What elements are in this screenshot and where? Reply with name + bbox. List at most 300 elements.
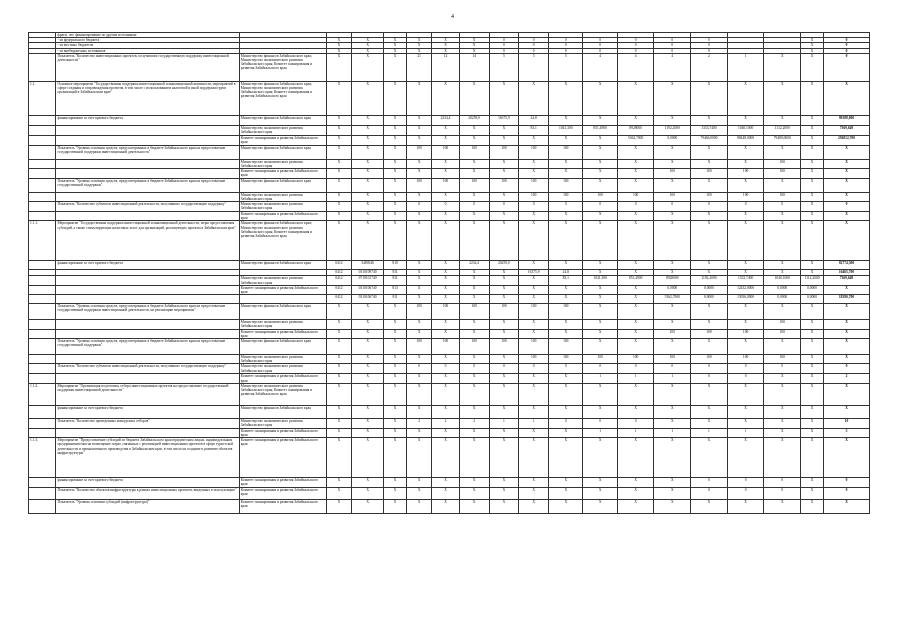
value-cell: X	[617, 438, 654, 478]
executor-cell: Комитет планирования и развития Забайкальского края	[239, 487, 326, 499]
value-cell: X	[326, 339, 351, 355]
row-name-cell: Основное мероприятие "Государственная поддержка инвестиционной и инновационной активности, мероприятий в сфере создания и сопровождения проектов, в том числе с использованием налоговой и иной поддержки групп организаций в Забайкальском крае"	[56, 81, 239, 115]
value-cell: X	[352, 487, 384, 499]
value-cell: X	[727, 418, 764, 428]
value-cell: X	[583, 329, 617, 338]
value-cell: X	[617, 221, 654, 261]
value-cell: 811	[384, 270, 407, 276]
value-cell: X	[727, 212, 764, 221]
value-cell: 100	[583, 192, 617, 201]
row-name-cell: Показатель "Количество инвестиционных проектов, получивших государственную поддержку инвестиционной деятельности"	[56, 53, 239, 81]
value-cell: X	[352, 221, 384, 261]
value-cell: 0	[727, 487, 764, 499]
value-cell: 0710101740	[352, 276, 384, 285]
value-cell: 100	[583, 355, 617, 364]
value-cell: X	[583, 405, 617, 418]
value-cell: 1	[617, 428, 654, 437]
value-cell: X	[549, 405, 583, 418]
value-cell: X	[583, 212, 617, 221]
executor-cell: Министерство экономического развития Забайкальского края	[239, 355, 326, 364]
value-cell: 1	[583, 374, 617, 383]
executor-cell: Министерство финансов Забайкальского края	[239, 261, 326, 270]
value-cell: X	[801, 339, 824, 355]
row-number-cell: 1.1.	[29, 81, 56, 115]
value-cell: 0	[489, 364, 519, 374]
value-cell: 100	[691, 192, 728, 201]
value-cell: X	[617, 285, 654, 294]
value-cell: X	[583, 178, 617, 192]
value-cell: X	[764, 339, 801, 355]
value-cell: X	[519, 499, 549, 513]
value-cell: X	[654, 261, 691, 270]
executor-cell: Комитет планирования и развития Забайкальского края	[239, 329, 326, 338]
value-cell: X	[801, 320, 824, 329]
value-cell: 0	[691, 478, 728, 487]
value-cell: X	[691, 115, 728, 125]
value-cell: X	[727, 339, 764, 355]
value-cell: X	[583, 487, 617, 499]
value-cell: X	[352, 53, 384, 81]
value-cell: X	[654, 383, 691, 405]
value-cell: X	[384, 145, 407, 159]
value-cell: X	[407, 285, 432, 294]
value-cell: 100	[549, 192, 583, 201]
value-cell: X	[727, 405, 764, 418]
executor-cell	[239, 295, 326, 304]
total-cell: 0	[824, 48, 870, 53]
value-cell: X	[326, 53, 351, 81]
value-cell: X	[617, 145, 654, 159]
total-cell: X	[824, 159, 870, 168]
value-cell: 0	[691, 43, 728, 48]
value-cell: X	[384, 339, 407, 355]
value-cell: X	[801, 329, 824, 338]
value-cell: 5362,7000	[617, 135, 654, 145]
value-cell: X	[326, 38, 351, 43]
value-cell: X	[801, 221, 824, 261]
value-cell: X	[691, 145, 728, 159]
value-cell: X	[489, 383, 519, 405]
value-cell: X	[459, 212, 489, 221]
value-cell: X	[352, 374, 384, 383]
row-number-cell	[29, 329, 56, 338]
value-cell: X	[583, 285, 617, 294]
executor-cell: Комитет планирования и развития Забайкальского края	[239, 212, 326, 221]
row-name-cell: Показатель "Уровень освоения средств, предусмотренных в бюджете Забайкальского края на предоставление государственной поддержки инвестиционной деятельности"	[56, 145, 239, 159]
value-cell: 0	[617, 418, 654, 428]
value-cell: X	[326, 438, 351, 478]
value-cell: X	[326, 48, 351, 53]
value-cell: 100	[407, 145, 432, 159]
value-cell: X	[583, 169, 617, 178]
value-cell: X	[727, 115, 764, 125]
value-cell: X	[384, 53, 407, 81]
value-cell: X	[549, 261, 583, 270]
value-cell: X	[489, 221, 519, 261]
value-cell: X	[617, 212, 654, 221]
table-row	[29, 115, 870, 125]
value-cell: X	[549, 81, 583, 115]
value-cell: X	[617, 169, 654, 178]
value-cell: X	[727, 499, 764, 513]
table-row	[29, 499, 870, 513]
value-cell: X	[459, 487, 489, 499]
executor-cell: Министерство финансов Забайкальского края	[239, 405, 326, 418]
value-cell: 0	[654, 38, 691, 43]
row-number-cell	[29, 487, 56, 499]
value-cell: X	[617, 329, 654, 338]
value-cell: 851,4900	[583, 125, 617, 135]
value-cell: X	[384, 487, 407, 499]
value-cell: 0	[617, 364, 654, 374]
value-cell: X	[459, 48, 489, 53]
value-cell: X	[764, 383, 801, 405]
value-cell: 1	[654, 428, 691, 437]
value-cell: X	[801, 270, 824, 276]
row-name-cell: - из внебюджетных источников	[56, 48, 239, 53]
value-cell: X	[691, 159, 728, 168]
value-cell: 813	[384, 285, 407, 294]
value-cell: X	[489, 159, 519, 168]
value-cell: X	[432, 192, 459, 201]
value-cell: X	[432, 43, 459, 48]
value-cell: X	[326, 487, 351, 499]
value-cell: 100	[519, 304, 549, 320]
value-cell: X	[549, 135, 583, 145]
value-cell: X	[459, 329, 489, 338]
row-name-cell	[56, 320, 239, 329]
value-cell: 16375,9	[489, 115, 519, 125]
row-name-cell: Показатель "Количество субъектов инвестиционной деятельности, получивших государственную поддержку"	[56, 364, 239, 374]
value-cell: X	[432, 487, 459, 499]
value-cell: X	[801, 145, 824, 159]
value-cell: 20259,0	[489, 261, 519, 270]
row-number-cell	[29, 428, 56, 437]
value-cell: X	[384, 320, 407, 329]
value-cell: X	[384, 478, 407, 487]
value-cell: X	[691, 405, 728, 418]
value-cell: X	[326, 135, 351, 145]
value-cell: X	[519, 405, 549, 418]
value-cell: X	[459, 478, 489, 487]
value-cell: X	[407, 135, 432, 145]
value-cell: X	[654, 212, 691, 221]
value-cell: X	[691, 304, 728, 320]
value-cell: X	[764, 428, 801, 437]
value-cell: X	[801, 487, 824, 499]
executor-cell: Министерство финансов Забайкальского края; Министерство экономического развития Забайкальского края; Комитет планирования и развития Забайкальского края	[239, 53, 326, 81]
value-cell: X	[519, 212, 549, 221]
value-cell: X	[519, 487, 549, 499]
value-cell: X	[459, 438, 489, 478]
value-cell: 100	[489, 145, 519, 159]
value-cell: X	[352, 320, 384, 329]
value-cell: X	[549, 320, 583, 329]
value-cell: X	[384, 418, 407, 428]
value-cell: X	[519, 81, 549, 115]
value-cell: X	[459, 383, 489, 405]
value-cell: X	[549, 169, 583, 178]
value-cell: X	[617, 178, 654, 192]
value-cell: X	[352, 355, 384, 364]
value-cell: X	[801, 438, 824, 478]
total-cell: 99188,000	[824, 115, 870, 125]
value-cell: 12	[432, 53, 459, 81]
value-cell: 1	[727, 53, 764, 81]
value-cell: 1	[617, 374, 654, 383]
value-cell: 0	[764, 364, 801, 374]
value-cell: X	[459, 169, 489, 178]
value-cell: 100	[459, 339, 489, 355]
table-row	[29, 487, 870, 499]
value-cell: X	[407, 192, 432, 201]
value-cell: X	[617, 270, 654, 276]
value-cell: 83,1	[519, 125, 549, 135]
value-cell: X	[764, 115, 801, 125]
value-cell: X	[384, 192, 407, 201]
value-cell: X	[764, 53, 801, 81]
value-cell: 88448,0000	[727, 135, 764, 145]
value-cell: 4	[654, 53, 691, 81]
value-cell: 100	[764, 355, 801, 364]
value-cell: 100	[407, 178, 432, 192]
value-cell: X	[727, 320, 764, 329]
value-cell: 8928000	[654, 276, 691, 285]
value-cell: 0,0000	[801, 295, 824, 304]
row-number-cell	[29, 261, 56, 270]
row-number-cell	[29, 159, 56, 168]
value-cell: X	[549, 159, 583, 168]
value-cell: 5362,7000	[654, 295, 691, 304]
row-name-cell	[56, 355, 239, 364]
value-cell: X	[617, 115, 654, 125]
value-cell: X	[764, 81, 801, 115]
value-cell: X	[583, 115, 617, 125]
executor-cell: Министерство финансов Забайкальского края	[239, 145, 326, 159]
row-name-cell	[56, 192, 239, 201]
value-cell: X	[384, 38, 407, 43]
value-cell: X	[583, 499, 617, 513]
value-cell: X	[691, 221, 728, 261]
value-cell: X	[407, 169, 432, 178]
value-cell: 100	[519, 145, 549, 159]
total-cell: X	[824, 212, 870, 221]
value-cell: X	[432, 81, 459, 115]
value-cell: X	[384, 405, 407, 418]
value-cell: 100	[727, 192, 764, 201]
value-cell: X	[801, 178, 824, 192]
value-cell: X	[352, 428, 384, 437]
value-cell: X	[489, 169, 519, 178]
table-row	[29, 285, 870, 294]
value-cell: X	[764, 304, 801, 320]
row-number-cell	[29, 125, 56, 135]
value-cell: X	[432, 329, 459, 338]
row-name-cell: Показатель "Количество проведенных конкурсных отборов"	[56, 418, 239, 428]
value-cell: X	[432, 438, 459, 478]
value-cell: X	[459, 374, 489, 383]
total-cell: 0	[824, 38, 870, 43]
value-cell: X	[519, 320, 549, 329]
value-cell: X	[459, 221, 489, 261]
value-cell: X	[384, 178, 407, 192]
value-cell: X	[407, 261, 432, 270]
value-cell: X	[326, 43, 351, 48]
value-cell: X	[407, 374, 432, 383]
row-name-cell	[56, 374, 239, 383]
row-number-cell	[29, 169, 56, 178]
value-cell: X	[801, 261, 824, 270]
value-cell: X	[691, 339, 728, 355]
total-cell: X	[824, 169, 870, 178]
value-cell: X	[432, 320, 459, 329]
value-cell: 100	[727, 329, 764, 338]
value-cell: 24,8	[549, 270, 583, 276]
value-cell: 811	[384, 276, 407, 285]
value-cell: X	[432, 270, 459, 276]
table-row	[29, 478, 870, 487]
value-cell: X	[384, 383, 407, 405]
value-cell: X	[519, 438, 549, 478]
value-cell: 100	[764, 169, 801, 178]
total-cell: 0	[824, 487, 870, 499]
value-cell: X	[549, 438, 583, 478]
value-cell: 0	[727, 374, 764, 383]
value-cell: 0	[407, 202, 432, 212]
value-cell: 100	[764, 192, 801, 201]
value-cell: X	[489, 295, 519, 304]
value-cell: X	[384, 81, 407, 115]
value-cell: X	[352, 383, 384, 405]
value-cell: 14	[459, 53, 489, 81]
value-cell: 100	[432, 178, 459, 192]
value-cell: 3480346	[352, 261, 384, 270]
value-cell: 0	[583, 364, 617, 374]
value-cell: 0	[519, 38, 549, 43]
value-cell: X	[352, 478, 384, 487]
value-cell: 100	[489, 178, 519, 192]
table-row	[29, 329, 870, 338]
value-cell: 100	[654, 192, 691, 201]
value-cell: X	[384, 304, 407, 320]
value-cell: X	[407, 43, 432, 48]
value-cell: X	[384, 115, 407, 125]
value-cell: X	[617, 487, 654, 499]
value-cell: X	[407, 38, 432, 43]
value-cell: X	[326, 383, 351, 405]
value-cell: X	[764, 145, 801, 159]
executor-cell: Комитет планирования и развития Забайкальского края	[239, 135, 326, 145]
row-number-cell	[29, 212, 56, 221]
value-cell: X	[352, 38, 384, 43]
value-cell: X	[654, 499, 691, 513]
value-cell: 1	[691, 428, 728, 437]
value-cell: X	[384, 125, 407, 135]
table-row	[29, 53, 870, 81]
value-cell: X	[384, 499, 407, 513]
value-cell: 0	[407, 364, 432, 374]
value-cell: 100	[459, 145, 489, 159]
row-name-cell	[56, 125, 239, 135]
value-cell: 0	[691, 38, 728, 43]
row-number-cell	[29, 53, 56, 81]
value-cell: X	[654, 438, 691, 478]
value-cell: 0,0000	[764, 285, 801, 294]
row-name-cell: Показатель "Уровень освоения средств, предусмотренных в бюджете Забайкальского края на предоставление государственной поддержки"	[56, 178, 239, 192]
value-cell: X	[549, 295, 583, 304]
value-cell: 1112,2000	[764, 125, 801, 135]
table-row	[29, 374, 870, 383]
value-cell: X	[432, 135, 459, 145]
value-cell: X	[384, 202, 407, 212]
value-cell: X	[432, 428, 459, 437]
value-cell: 79480,0000	[764, 135, 801, 145]
value-cell: X	[727, 438, 764, 478]
table-row	[29, 145, 870, 159]
row-number-cell	[29, 285, 56, 294]
value-cell: 0	[764, 202, 801, 212]
value-cell: X	[617, 320, 654, 329]
total-cell: X	[824, 383, 870, 405]
value-cell: X	[764, 438, 801, 478]
value-cell: X	[407, 383, 432, 405]
value-cell: X	[432, 38, 459, 43]
value-cell: 0310109740	[352, 270, 384, 276]
value-cell: 13036,0000	[727, 295, 764, 304]
value-cell: 20259,0	[459, 115, 489, 125]
row-name-cell	[56, 159, 239, 168]
value-cell: 100	[654, 329, 691, 338]
value-cell: X	[583, 221, 617, 261]
row-name-cell	[56, 295, 239, 304]
value-cell: X	[764, 261, 801, 270]
value-cell: X	[801, 355, 824, 364]
value-cell: X	[384, 48, 407, 53]
value-cell: X	[326, 159, 351, 168]
value-cell: X	[384, 43, 407, 48]
value-cell: X	[459, 428, 489, 437]
value-cell: X	[617, 478, 654, 487]
value-cell: 0	[691, 364, 728, 374]
value-cell: X	[727, 145, 764, 159]
value-cell: X	[654, 418, 691, 428]
executor-cell: Министерство экономического развития Забайкальского края	[239, 276, 326, 285]
value-cell: X	[764, 499, 801, 513]
executor-cell: Комитет планирования и развития Забайкальского края	[239, 499, 326, 513]
total-cell: 256812,700	[824, 135, 870, 145]
row-name-cell: фрагм. лет, финансирование по другим источникам:	[56, 33, 239, 38]
value-cell: 0412	[326, 295, 351, 304]
table-row	[29, 295, 870, 304]
total-cell: X	[824, 438, 870, 478]
row-name-cell: Мероприятие "Организация подготовки, отбора инвестиционных проектов на предоставление государственной поддержки инвестиционной деятельности"	[56, 383, 239, 405]
row-name-cell: Показатель "Количество субъектов инвестиционной деятельности, получивших государственную поддержку"	[56, 202, 239, 212]
row-name-cell	[56, 169, 239, 178]
row-name-cell: Мероприятие "Предоставление субсидий из бюджета Забайкальского края юридическим лицам, индивидуальным предпринимателям на возмещение затрат, связанных с реализацией инвестиционных проектов в сфере туристской деятельности и промышленного производства в Забайкальском крае, в том числе на создание и развитие объектов инфраструктуры"	[56, 438, 239, 478]
value-cell: X	[519, 329, 549, 338]
value-cell: X	[617, 261, 654, 270]
value-cell: X	[801, 428, 824, 437]
value-cell: X	[519, 221, 549, 261]
value-cell: X	[691, 212, 728, 221]
value-cell: 100	[549, 339, 583, 355]
value-cell: 0	[654, 48, 691, 53]
value-cell: 5	[549, 53, 583, 81]
row-name-cell: финансирование за счет краевого бюджета	[56, 478, 239, 487]
value-cell: 100	[549, 178, 583, 192]
value-cell: X	[352, 418, 384, 428]
value-cell: X	[326, 202, 351, 212]
